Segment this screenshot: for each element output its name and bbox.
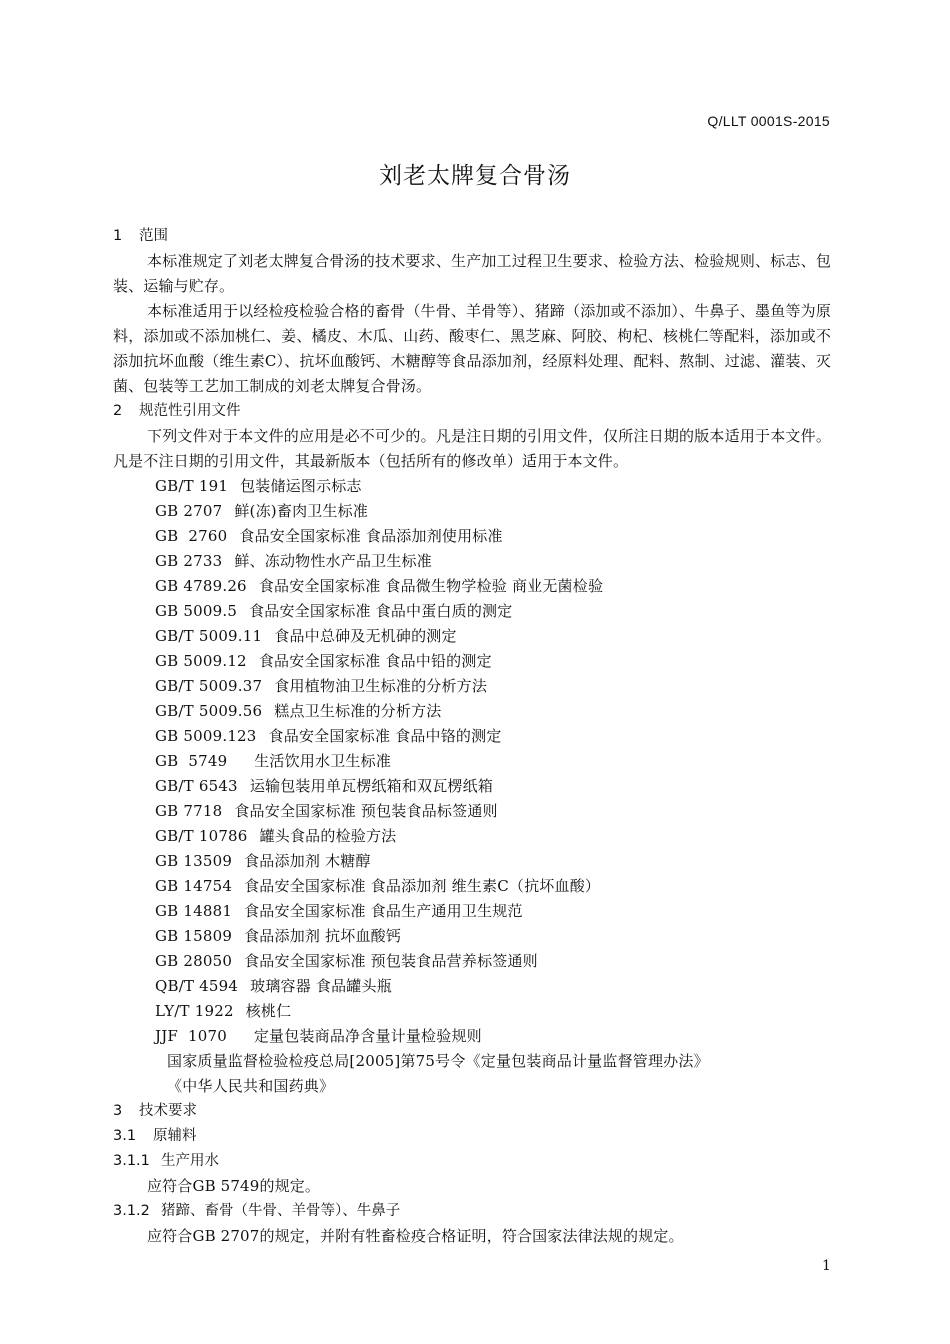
document-body (113, 224, 831, 1249)
reference-item (113, 624, 831, 649)
reference-item (113, 924, 831, 949)
reference-item (113, 574, 831, 599)
section-number: 3.1 (113, 1128, 137, 1144)
reference-name: 食品安全国家标准 食品微生物学检验 商业无菌检验 (258, 577, 604, 595)
reference-item (113, 674, 831, 699)
reference-item (113, 1074, 831, 1099)
reference-item (113, 524, 831, 549)
reference-name: 运输包装用单瓦楞纸箱和双瓦楞纸箱 (249, 777, 494, 795)
reference-item (113, 849, 831, 874)
section-3-heading (113, 1099, 831, 1124)
section-title: 猪蹄、畜骨（牛骨、羊骨等）、牛鼻子 (161, 1203, 401, 1219)
reference-code: GB 2707 (155, 502, 223, 520)
section-title: 生产用水 (161, 1153, 219, 1169)
standard-code: Q/LLT 0001S-2015 (707, 113, 830, 129)
reference-name: 《中华人民共和国药典》 (167, 1077, 335, 1095)
section-number: 3.1.1 (113, 1153, 150, 1169)
section-number: 3.1.2 (113, 1203, 150, 1219)
reference-item (113, 549, 831, 574)
reference-item (113, 899, 831, 924)
reference-item (113, 874, 831, 899)
scope-paragraph-2: 本标准适用于以经检疫检验合格的畜骨（牛骨、羊骨等）、猪蹄（添加或不添加）、牛鼻子、墨鱼等为原料，添加或不添加桃仁、姜、橘皮、木瓜、山药、酸枣仁、黑芝麻、阿胶、枸杞、核桃仁等配料，添加或不添加抗坏血酸（维生素C）、抗坏血酸钙、木糖醇等食品添加剂，经原料处理、配料、熬制、过滤、灌装、灭菌、包装等工艺加工制成的刘老太牌复合骨汤。 (113, 302, 831, 395)
reference-name: 国家质量监督检验检疫总局[2005]第75号令《定量包装商品计量监督管理办法》 (167, 1052, 709, 1070)
section-number: 2 (113, 403, 123, 419)
reference-item (113, 799, 831, 824)
reference-code: GB 5009.12 (155, 652, 247, 670)
reference-item (113, 999, 831, 1024)
reference-item (113, 699, 831, 724)
reference-code: GB/T 5009.11 (155, 627, 263, 645)
reference-item (113, 1049, 831, 1074)
section-1-heading (113, 224, 831, 249)
reference-code: GB 5749 (155, 752, 243, 770)
reference-code: GB 2733 (155, 552, 223, 570)
section-3-1-2-text: 应符合GB 2707的规定，并附有牲畜检疫合格证明，符合国家法律法规的规定。 (147, 1227, 684, 1245)
section-title: 原辅料 (153, 1128, 197, 1144)
page-number: 1 (822, 1258, 831, 1274)
section-3-1-1-text: 应符合GB 5749的规定。 (147, 1177, 321, 1195)
reference-name: 食品安全国家标准 预包装食品营养标签通则 (244, 952, 538, 970)
reference-code: GB 28050 (155, 952, 233, 970)
reference-item (113, 774, 831, 799)
reference-item (113, 724, 831, 749)
scope-paragraph-1: 本标准规定了刘老太牌复合骨汤的技术要求、生产加工过程卫生要求、检验方法、检验规则、标志、包装、运输与贮存。 (113, 252, 831, 295)
reference-name: 生活饮用水卫生标准 (254, 752, 392, 770)
section-title: 范围 (139, 228, 168, 244)
reference-item (113, 949, 831, 974)
reference-name: 食品添加剂 抗坏血酸钙 (244, 927, 402, 945)
reference-name: 食品安全国家标准 食品生产通用卫生规范 (244, 902, 523, 920)
reference-item (113, 599, 831, 624)
section-number: 1 (113, 228, 123, 244)
section-3-1-2-heading (113, 1199, 831, 1224)
section-2-heading (113, 399, 831, 424)
reference-name: 食品安全国家标准 预包装食品标签通则 (234, 802, 498, 820)
reference-name: 鲜(冻)畜肉卫生标准 (234, 502, 369, 520)
reference-code: GB/T 10786 (155, 827, 248, 845)
reference-name: 食品安全国家标准 食品中蛋白质的测定 (249, 602, 513, 620)
reference-name: 食品安全国家标准 食品中铅的测定 (258, 652, 492, 670)
reference-name: 包装储运图示标志 (240, 477, 362, 495)
reference-name: 食品添加剂 木糖醇 (244, 852, 371, 870)
reference-name: 鲜、冻动物性水产品卫生标准 (234, 552, 432, 570)
section-title: 技术要求 (139, 1103, 197, 1119)
section-number: 3 (113, 1103, 123, 1119)
reference-item (113, 649, 831, 674)
reference-code: GB 14754 (155, 877, 233, 895)
reference-code: GB 5009.5 (155, 602, 238, 620)
reference-code: GB 15809 (155, 927, 233, 945)
reference-code: GB/T 6543 (155, 777, 238, 795)
reference-code: GB/T 5009.56 (155, 702, 263, 720)
reference-item (113, 974, 831, 999)
reference-name: 罐头食品的检验方法 (259, 827, 397, 845)
reference-list (113, 474, 831, 1099)
reference-item (113, 499, 831, 524)
reference-code: QB/T 4594 (155, 977, 239, 995)
document-title: 刘老太牌复合骨汤 (379, 163, 571, 189)
reference-code: JJF 1070 (155, 1027, 242, 1045)
references-intro: 下列文件对于本文件的应用是必不可少的。凡是注日期的引用文件，仅所注日期的版本适用于本文件。凡是不注日期的引用文件，其最新版本（包括所有的修改单）适用于本文件。 (113, 427, 831, 470)
reference-name: 食品中总砷及无机砷的测定 (274, 627, 457, 645)
section-3-1-1-heading (113, 1149, 831, 1174)
reference-name: 食品安全国家标准 食品添加剂 维生素C（抗坏血酸） (244, 877, 601, 895)
reference-name: 食品安全国家标准 食品中铬的测定 (268, 727, 502, 745)
reference-item (113, 749, 831, 774)
reference-name: 核桃仁 (245, 1002, 292, 1020)
section-3-1-heading (113, 1124, 831, 1149)
reference-item (113, 474, 831, 499)
reference-name: 食用植物油卫生标准的分析方法 (274, 677, 488, 695)
reference-item (113, 824, 831, 849)
reference-code: GB/T 191 (155, 477, 229, 495)
reference-code: GB 14881 (155, 902, 233, 920)
reference-name: 定量包装商品净含量计量检验规则 (253, 1027, 482, 1045)
reference-code: GB 7718 (155, 802, 223, 820)
section-title: 规范性引用文件 (139, 403, 241, 419)
reference-name: 糕点卫生标准的分析方法 (274, 702, 442, 720)
reference-code: GB 13509 (155, 852, 233, 870)
reference-item (113, 1024, 831, 1049)
reference-code: GB 4789.26 (155, 577, 247, 595)
reference-code: GB/T 5009.37 (155, 677, 263, 695)
reference-name: 食品安全国家标准 食品添加剂使用标准 (239, 527, 503, 545)
reference-name: 玻璃容器 食品罐头瓶 (250, 977, 392, 995)
reference-code: GB 5009.123 (155, 727, 257, 745)
reference-code: GB 2760 (155, 527, 228, 545)
reference-code: LY/T 1922 (155, 1002, 234, 1020)
